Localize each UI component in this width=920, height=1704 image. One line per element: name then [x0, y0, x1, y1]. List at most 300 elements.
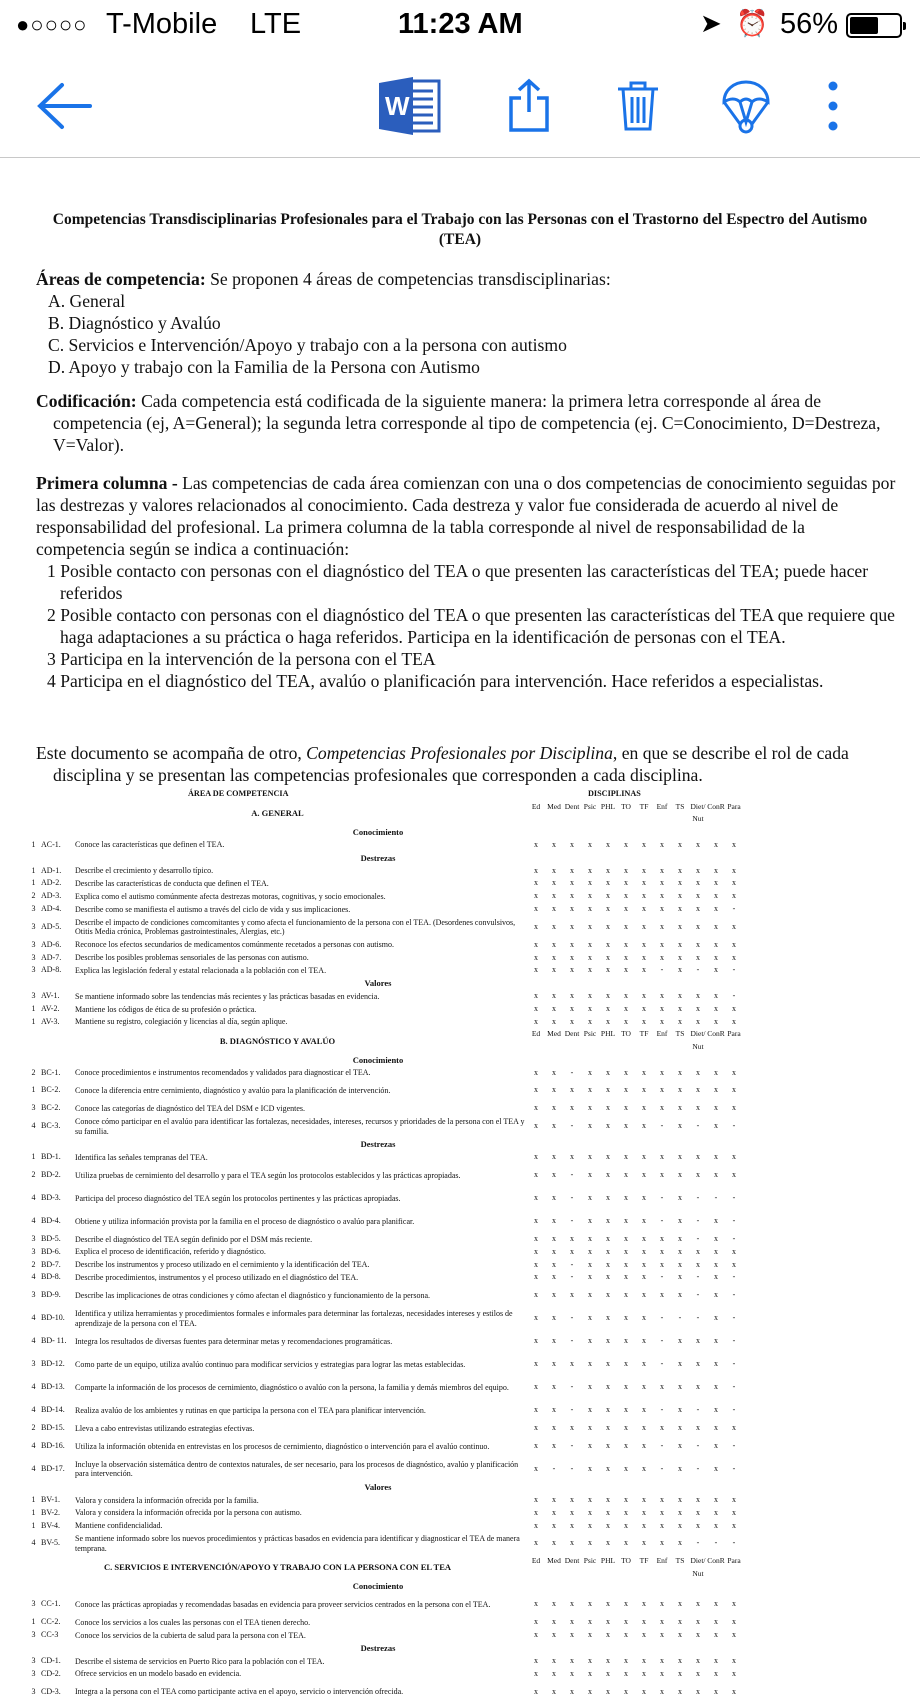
mark-cell: x	[606, 991, 610, 1001]
mark-cell: x	[624, 1216, 628, 1226]
mark-cell: x	[678, 952, 682, 962]
mark-cell: x	[552, 1121, 556, 1131]
mark-cell: x	[534, 1003, 538, 1013]
battery-icon	[846, 13, 902, 38]
code-cell: CC-3	[41, 1630, 59, 1640]
mark-cell: x	[624, 1272, 628, 1282]
mark-cell: -	[732, 1272, 736, 1282]
mark-cell: x	[732, 1259, 736, 1269]
mark-cell: x	[606, 1520, 610, 1530]
mark-cell: x	[588, 965, 592, 975]
mark-cell: -	[660, 1464, 664, 1474]
mark-cell: x	[552, 991, 556, 1001]
mark-cell: x	[534, 1259, 538, 1269]
mark-cell: x	[570, 1655, 574, 1665]
list-item: 2 Posible contacto con personas con el diagnóstico del TEA o que presenten las características del TEA que requiere que haga adaptaciones a su práctica o haga referidos. Participa en la identificación de personas con el TEA.	[47, 605, 895, 647]
mark-cell: x	[732, 1507, 736, 1517]
mark-cell: -	[696, 1290, 700, 1300]
mark-cell: x	[624, 865, 628, 875]
mark-cell: x	[714, 1085, 718, 1095]
mark-cell: -	[732, 1216, 736, 1226]
mark-cell: x	[714, 1617, 718, 1627]
mark-cell: x	[732, 1003, 736, 1013]
column-header: TS	[675, 1029, 685, 1039]
mark-cell: x	[552, 1405, 556, 1415]
mark-cell: x	[696, 991, 700, 1001]
mark-cell: x	[606, 1405, 610, 1415]
mark-cell: x	[552, 1441, 556, 1451]
level-cell: 3	[31, 1359, 36, 1369]
mark-cell: x	[534, 1630, 538, 1640]
mark-cell: x	[660, 1067, 664, 1077]
mark-cell: x	[696, 1520, 700, 1530]
discipline-marks	[527, 865, 743, 878]
mark-cell: x	[696, 1359, 700, 1369]
mark-cell: x	[534, 1464, 538, 1474]
mark-cell: x	[552, 1538, 556, 1548]
discipline-marks	[527, 1537, 743, 1550]
discipline-columns	[527, 1028, 743, 1054]
mark-cell: x	[570, 878, 574, 888]
code-cell: AD-4.	[41, 903, 62, 913]
mark-cell: x	[606, 1216, 610, 1226]
mark-cell: x	[588, 921, 592, 931]
mark-cell: x	[624, 1464, 628, 1474]
mark-cell: x	[606, 903, 610, 913]
mark-cell: x	[570, 1016, 574, 1026]
mark-cell: x	[678, 1336, 682, 1346]
mark-cell: x	[642, 1103, 646, 1113]
mark-cell: x	[588, 1313, 592, 1323]
mark-cell: x	[552, 1599, 556, 1609]
table-row	[28, 1003, 768, 1016]
level-cell: 2	[31, 1423, 36, 1433]
mark-cell: x	[534, 1152, 538, 1162]
document-viewer[interactable]	[0, 158, 920, 1697]
group-header: Destrezas	[360, 852, 396, 863]
level-cell: 4	[31, 1382, 36, 1392]
document-title: Competencias Transdisciplinarias Profesionales para el Trabajo con las Personas con el Trastorno del Espectro del Autismo (TEA)	[52, 211, 868, 248]
table-row	[28, 1067, 768, 1080]
mark-cell: x	[714, 1103, 718, 1113]
mark-cell: x	[642, 1668, 646, 1678]
mark-cell: x	[696, 1085, 700, 1095]
mark-cell: x	[660, 891, 664, 901]
discipline-marks	[527, 990, 743, 1003]
mark-cell: -	[732, 1233, 736, 1243]
table-row	[28, 1520, 768, 1533]
description-cell: Valora y considera la información ofrecida por la familia.	[75, 1495, 259, 1505]
mark-cell: x	[552, 1494, 556, 1504]
mark-cell: x	[660, 903, 664, 913]
table-row	[28, 1399, 768, 1422]
trash-icon[interactable]	[602, 70, 674, 142]
mark-cell: x	[588, 878, 592, 888]
table-row	[28, 1593, 768, 1616]
mark-cell: x	[588, 1290, 592, 1300]
mark-cell: x	[624, 1668, 628, 1678]
mark-cell: x	[714, 1336, 718, 1346]
battery-percent: 56%	[780, 8, 839, 40]
mark-cell: x	[624, 1313, 628, 1323]
discipline-marks	[527, 1120, 743, 1133]
code-cell: BD-2.	[41, 1170, 61, 1180]
mark-cell: x	[714, 1464, 718, 1474]
table-row	[28, 1187, 768, 1210]
level-cell: 4	[31, 1313, 36, 1323]
level-cell: 3	[31, 1655, 36, 1665]
mark-cell: x	[552, 1016, 556, 1026]
mark-cell: x	[714, 1441, 718, 1451]
mark-cell: x	[570, 1152, 574, 1162]
mark-cell: x	[552, 891, 556, 901]
description-cell: Describe el sistema de servicios en Puerto Rico para la población con el TEA.	[75, 1656, 325, 1666]
column-header: Ed	[531, 1029, 541, 1039]
mark-cell: x	[642, 1272, 646, 1282]
mark-cell: x	[732, 878, 736, 888]
mark-cell: -	[570, 1382, 574, 1392]
word-icon[interactable]	[374, 70, 446, 142]
mark-cell: x	[660, 939, 664, 949]
areas-intro: Áreas de competencia: Se proponen 4 áreas de competencias transdisciplinarias:	[36, 269, 611, 289]
mark-cell: x	[660, 952, 664, 962]
table-row	[28, 1629, 768, 1642]
mark-cell: x	[588, 1494, 592, 1504]
table-row	[28, 1284, 768, 1307]
mark-cell: x	[624, 1599, 628, 1609]
mark-cell: x	[588, 1668, 592, 1678]
column-header: TF	[639, 801, 649, 811]
table-row	[28, 1458, 768, 1481]
list-item: 1 Posible contacto con personas con el diagnóstico del TEA o que presenten las características del TEA; puede hacer referidos	[47, 561, 869, 603]
mark-cell: -	[732, 1193, 736, 1203]
code-cell: AV-3.	[41, 1016, 60, 1026]
table-row	[28, 1079, 768, 1102]
column-header: Med	[547, 1556, 561, 1566]
mark-cell: x	[624, 921, 628, 931]
discipline-marks	[527, 964, 743, 977]
mark-cell: x	[696, 1336, 700, 1346]
mark-cell: -	[570, 1259, 574, 1269]
group-header: Destrezas	[360, 1139, 396, 1150]
mark-cell: x	[642, 891, 646, 901]
mark-cell: x	[714, 1405, 718, 1415]
discipline-marks	[527, 1616, 743, 1629]
section-title: C. SERVICIOS E INTERVENCIÓN/APOYO Y TRABAJO CON LA PERSONA CON EL TEA	[103, 1562, 452, 1573]
column-header: Psic	[583, 801, 597, 811]
mark-cell: x	[534, 1233, 538, 1243]
table-row	[28, 1246, 768, 1259]
document-toolbar	[0, 52, 920, 158]
table-row	[28, 1616, 768, 1629]
mark-cell: x	[570, 839, 574, 849]
mark-cell: x	[678, 1233, 682, 1243]
description-cell: Explica las legislación federal y estatal relacionada a la población con el TEA.	[75, 966, 327, 976]
mark-cell: -	[696, 1405, 700, 1415]
group-header: Valores	[364, 1481, 392, 1492]
levels-list	[36, 560, 896, 692]
mark-cell: x	[624, 1359, 628, 1369]
mark-cell: x	[642, 865, 646, 875]
mark-cell: x	[714, 1290, 718, 1300]
description-cell: Incluye la observación sistemática dentro de contextos naturales, de ser necesario, para los procesos de diagnóstico, avalúo y planificación para intervención.	[75, 1459, 519, 1479]
mark-cell: -	[732, 1538, 736, 1548]
mark-cell: x	[588, 1121, 592, 1131]
column-header: TO	[621, 801, 631, 811]
mark-cell: x	[642, 1423, 646, 1433]
mark-cell: x	[570, 891, 574, 901]
mark-cell: x	[714, 1599, 718, 1609]
mark-cell: x	[534, 1494, 538, 1504]
mark-cell: x	[588, 939, 592, 949]
mark-cell: x	[534, 865, 538, 875]
code-cell: CC-1.	[41, 1599, 61, 1609]
code-cell: BD-9.	[41, 1290, 61, 1300]
mark-cell: x	[714, 1216, 718, 1226]
discipline-marks	[527, 1598, 743, 1611]
discipline-marks	[527, 1169, 743, 1182]
mark-cell: x	[588, 1464, 592, 1474]
mark-cell: x	[732, 1655, 736, 1665]
section-header	[28, 801, 768, 826]
mark-cell: x	[732, 1494, 736, 1504]
mark-cell: x	[660, 1382, 664, 1392]
mark-cell: -	[732, 903, 736, 913]
description-cell: Describe el crecimiento y desarrollo típico.	[75, 866, 214, 876]
level-cell: 2	[31, 891, 36, 901]
code-cell: BD- 11.	[41, 1336, 67, 1346]
level-cell: 1	[31, 1003, 36, 1013]
description-cell: Realiza avalúo de los ambientes y rutinas en que participa la persona con el TEA para planificar intervención.	[75, 1405, 426, 1415]
mark-cell: -	[732, 1121, 736, 1131]
mark-cell: x	[714, 891, 718, 901]
mark-cell: x	[714, 1016, 718, 1026]
mark-cell: x	[732, 1668, 736, 1678]
description-cell: Describe como se manifiesta el autismo a través del ciclo de vida y sus implicaciones.	[75, 904, 351, 914]
mark-cell: -	[696, 1441, 700, 1451]
more-vertical-icon[interactable]	[818, 70, 848, 142]
column-header: Para	[727, 801, 741, 811]
description-cell: Se mantiene informado sobre los nuevos procedimientos y prácticas basados en evidencia para identificar y diagnosticar el TEA de manera temprana.	[75, 1534, 520, 1553]
mark-cell: x	[696, 1246, 700, 1256]
mark-cell: x	[588, 1686, 592, 1696]
mark-cell: x	[660, 1290, 664, 1300]
table-row	[28, 1435, 768, 1458]
code-cell: AD-5.	[41, 921, 62, 931]
mark-cell: x	[570, 1599, 574, 1609]
mark-cell: x	[696, 1494, 700, 1504]
mark-cell: x	[642, 1599, 646, 1609]
mark-cell: x	[570, 1103, 574, 1113]
column-header: TS	[675, 1556, 685, 1566]
mark-cell: x	[552, 865, 556, 875]
mark-cell: x	[534, 1272, 538, 1282]
mark-cell: x	[678, 1193, 682, 1203]
location-arrow-icon: ➤	[700, 8, 722, 38]
description-cell: Explica el proceso de identificación, referido y diagnóstico.	[75, 1247, 266, 1257]
mark-cell: x	[678, 891, 682, 901]
group-header: Conocimiento	[352, 1054, 404, 1065]
level-cell: 3	[31, 903, 36, 913]
column-header: ConR	[707, 1029, 725, 1039]
lifebuoy-icon[interactable]	[710, 70, 782, 142]
mark-cell: x	[696, 1067, 700, 1077]
mark-cell: x	[606, 1599, 610, 1609]
mark-cell: x	[552, 952, 556, 962]
mark-cell: x	[660, 1520, 664, 1530]
mark-cell: x	[660, 1655, 664, 1665]
mark-cell: x	[588, 865, 592, 875]
codification-paragraph: Codificación: Cada competencia está codificada de la siguiente manera: la primera letra corresponde al área de competencia (ej, A=General); la segunda letra corresponde al tipo de competencia (ej. C=Conocimiento, D=Destreza, V=Valor).	[36, 391, 881, 455]
mark-cell: x	[660, 1152, 664, 1162]
level-cell: 3	[31, 1290, 36, 1300]
description-cell: Mantiene confidencialidad.	[75, 1521, 163, 1531]
level-cell: 4	[31, 1121, 36, 1131]
level-cell: 3	[31, 921, 36, 931]
code-cell: BD-6.	[41, 1246, 61, 1256]
mark-cell: x	[624, 1259, 628, 1269]
mark-cell: x	[660, 1494, 664, 1504]
mark-cell: x	[696, 1599, 700, 1609]
mark-cell: x	[606, 1121, 610, 1131]
mark-cell: x	[696, 1170, 700, 1180]
mark-cell: x	[534, 1246, 538, 1256]
discipline-marks	[527, 1084, 743, 1097]
mark-cell: x	[732, 891, 736, 901]
mark-cell: x	[552, 1630, 556, 1640]
mark-cell: x	[552, 1170, 556, 1180]
description-cell: Participa del proceso diagnóstico del TEA según los protocolos pertinentes y las prácticas apropiadas.	[75, 1193, 401, 1203]
discipline-marks	[527, 1246, 743, 1259]
mark-cell: x	[570, 1668, 574, 1678]
mark-cell: x	[714, 1686, 718, 1696]
level-cell: 2	[31, 1067, 36, 1077]
discipline-marks	[527, 1312, 743, 1325]
back-arrow-icon[interactable]	[28, 70, 100, 142]
code-cell: AD-1.	[41, 865, 62, 875]
mark-cell: x	[732, 939, 736, 949]
mark-cell: x	[678, 1617, 682, 1627]
mark-cell: x	[552, 1193, 556, 1203]
mark-cell: -	[570, 1170, 574, 1180]
description-cell: Utiliza la información obtenida en entrevistas en los procesos de cernimiento, diagnóstico o intervención para el avalúo continuo.	[75, 1441, 490, 1451]
table-row	[28, 939, 768, 952]
level-cell: 4	[31, 1193, 36, 1203]
mark-cell: x	[660, 1246, 664, 1256]
column-header: Diet/ Nut	[690, 801, 706, 824]
level-cell: 3	[31, 965, 36, 975]
level-cell: 4	[31, 1336, 36, 1346]
mark-cell: x	[696, 1103, 700, 1113]
mark-cell: x	[642, 1538, 646, 1548]
discipline-marks	[527, 1520, 743, 1533]
table-row	[28, 1376, 768, 1399]
mark-cell: x	[642, 1359, 646, 1369]
level-cell: 3	[31, 939, 36, 949]
table-row	[28, 916, 768, 939]
mark-cell: x	[606, 1494, 610, 1504]
mark-cell: x	[534, 1520, 538, 1530]
description-cell: Conoce la diferencia entre cernimiento, diagnóstico y avalúo para la planificación de intervención.	[75, 1086, 391, 1096]
mark-cell: x	[660, 1686, 664, 1696]
mark-cell: x	[570, 1359, 574, 1369]
mark-cell: x	[588, 1103, 592, 1113]
description-cell: Ofrece servicios en un modelo basado en evidencia.	[75, 1669, 242, 1679]
mark-cell: x	[552, 1507, 556, 1517]
mark-cell: x	[534, 1599, 538, 1609]
mark-cell: x	[552, 1233, 556, 1243]
alarm-clock-icon: ⏰	[736, 8, 769, 38]
mark-cell: x	[624, 1686, 628, 1696]
share-icon[interactable]	[493, 70, 565, 142]
code-cell: BC-2.	[41, 1085, 61, 1095]
mark-cell: x	[570, 991, 574, 1001]
mark-cell: x	[678, 1382, 682, 1392]
discipline-columns	[527, 801, 743, 827]
mark-cell: x	[696, 921, 700, 931]
mark-cell: x	[588, 903, 592, 913]
description-cell: Mantiene su registro, colegiación y licencias al día, según aplique.	[75, 1017, 288, 1027]
code-cell: BD-7.	[41, 1259, 61, 1269]
mark-cell: -	[660, 1272, 664, 1282]
mark-cell: x	[714, 965, 718, 975]
mark-cell: x	[642, 1016, 646, 1026]
mark-cell: x	[624, 903, 628, 913]
mark-cell: x	[624, 1085, 628, 1095]
mark-cell: x	[606, 1016, 610, 1026]
mark-cell: x	[714, 1423, 718, 1433]
mark-cell: x	[552, 1003, 556, 1013]
discipline-marks	[527, 1463, 743, 1476]
mark-cell: x	[606, 1193, 610, 1203]
mark-cell: x	[606, 1103, 610, 1113]
level-cell: 3	[31, 1246, 36, 1256]
mark-cell: -	[660, 1216, 664, 1226]
mark-cell: x	[588, 1655, 592, 1665]
table-row	[28, 1532, 768, 1555]
mark-cell: -	[714, 1538, 718, 1548]
table-row	[28, 1668, 768, 1681]
discipline-marks	[527, 1440, 743, 1453]
table-row	[28, 839, 768, 852]
mark-cell: x	[642, 1233, 646, 1243]
description-cell: Valora y considera la información ofrecida por la persona con autismo.	[75, 1508, 302, 1518]
code-cell: CD-1.	[41, 1655, 61, 1665]
mark-cell: x	[696, 891, 700, 901]
mark-cell: x	[606, 891, 610, 901]
mark-cell: x	[642, 903, 646, 913]
mark-cell: x	[588, 1423, 592, 1433]
mark-cell: x	[552, 1520, 556, 1530]
mark-cell: x	[606, 1290, 610, 1300]
mark-cell: x	[606, 1067, 610, 1077]
mark-cell: -	[732, 1336, 736, 1346]
mark-cell: x	[570, 939, 574, 949]
mark-cell: x	[606, 1423, 610, 1433]
mark-cell: x	[678, 1016, 682, 1026]
mark-cell: x	[642, 1336, 646, 1346]
mark-cell: -	[660, 965, 664, 975]
mark-cell: x	[534, 1423, 538, 1433]
mark-cell: x	[660, 921, 664, 931]
mark-cell: x	[624, 1193, 628, 1203]
column-header: Ed	[531, 801, 541, 811]
description-cell: Describe las implicaciones de otras condiciones y cómo afectan el diagnóstico y funcionamiento de la persona.	[75, 1290, 430, 1300]
mark-cell: x	[534, 1668, 538, 1678]
mark-cell: x	[624, 1507, 628, 1517]
mark-cell: x	[642, 1382, 646, 1392]
description-cell: Describe procedimientos, instrumentos y el proceso utilizado en el diagnóstico del TEA.	[75, 1272, 359, 1282]
